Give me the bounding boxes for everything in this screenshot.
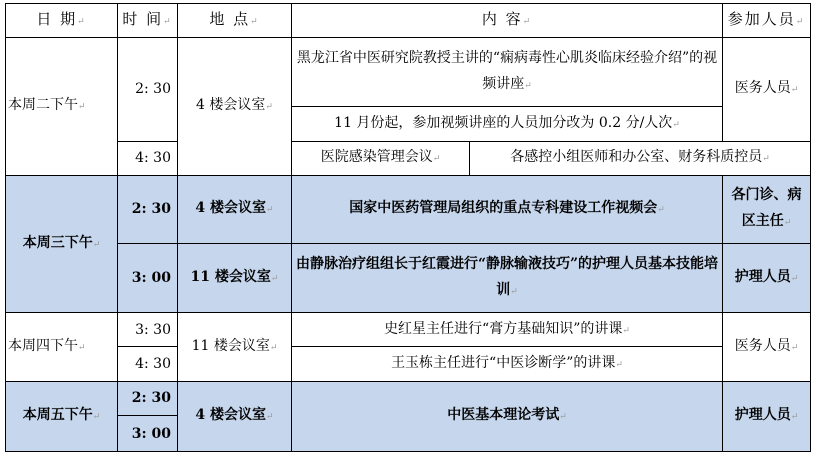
row-wednesday-2 xyxy=(6,244,811,313)
content-cell: 11 月份起，参加视频讲座的人员加分改为 0.2 分/人次↵ xyxy=(292,107,723,141)
header-place: 地 点↵ xyxy=(178,4,292,38)
content-cell: 史红星主任进行“膏方基础知识”的讲课↵ xyxy=(292,313,723,347)
place-cell: 4 楼会议室↵ xyxy=(178,38,292,176)
time-cell: 4: 30 xyxy=(118,347,178,381)
attendees-cell: 护理人员↵ xyxy=(723,381,811,451)
time-cell: 2: 30 xyxy=(118,38,178,141)
time-cell: 4: 30 xyxy=(118,141,178,175)
header-row xyxy=(6,4,811,38)
row-thursday-2 xyxy=(6,347,811,381)
attendees-cell: 医务人员↵ xyxy=(723,313,811,381)
attendees-cell: 医务人员↵ xyxy=(723,38,811,141)
time-slot: 3: 00 xyxy=(131,425,171,442)
day-cell-thursday: 本周四下午↵ xyxy=(6,313,118,381)
header-time: 时 间↵ xyxy=(118,4,178,38)
row-thursday-1 xyxy=(6,313,811,347)
place-cell: 11 楼会议室↵ xyxy=(178,313,292,381)
content-cell: 王玉栋主任进行“中医诊断学”的讲课↵ xyxy=(292,347,723,381)
content-cell: 各感控小组医师和办公室、财务科质控员↵ xyxy=(470,141,811,175)
row-friday xyxy=(6,381,811,451)
place-cell: 4 楼会议室↵ xyxy=(178,381,292,451)
row-tuesday-3 xyxy=(6,141,811,175)
content-cell: 由静脉治疗组组长于红霞进行“静脉输液技巧”的护理人员基本技能培训↵ xyxy=(292,244,723,313)
row-tuesday-1 xyxy=(6,38,811,107)
content-cell: 医院感染管理会议↵ xyxy=(292,141,470,175)
time-cell: 3: 30 xyxy=(118,313,178,347)
content-cell: 黑龙江省中医研究院教授主讲的“痫病毒性心肌炎临床经验介绍”的视频讲座↵ xyxy=(292,38,723,107)
attendees-cell: 护理人员↵ xyxy=(723,244,811,313)
content-cell: 国家中医药管理局组织的重点专科建设工作视频会↵ xyxy=(292,175,723,243)
time-cell-split xyxy=(118,381,178,451)
content-cell: 中医基本理论考试↵ xyxy=(292,381,723,451)
place-cell: 4 楼会议室↵ xyxy=(178,175,292,243)
header-content: 内 容↵ xyxy=(292,4,723,38)
day-cell-tuesday: 本周二下午↵ xyxy=(6,38,118,176)
weekly-schedule-table xyxy=(5,3,811,452)
time-cell: 3: 00 xyxy=(118,244,178,313)
row-wednesday-1 xyxy=(6,175,811,243)
day-cell-friday: 本周五下午↵ xyxy=(6,381,118,451)
attendees-cell: 各门诊、病区主任↵ xyxy=(723,175,811,243)
header-date: 日 期↵ xyxy=(6,4,118,38)
time-cell: 2: 30 xyxy=(118,175,178,243)
day-cell-wednesday: 本周三下午↵ xyxy=(6,175,118,313)
time-slot: 2: 30 xyxy=(118,382,177,417)
place-cell: 11 楼会议室↵ xyxy=(178,244,292,313)
header-attendees: 参加人员↵ xyxy=(723,4,811,38)
